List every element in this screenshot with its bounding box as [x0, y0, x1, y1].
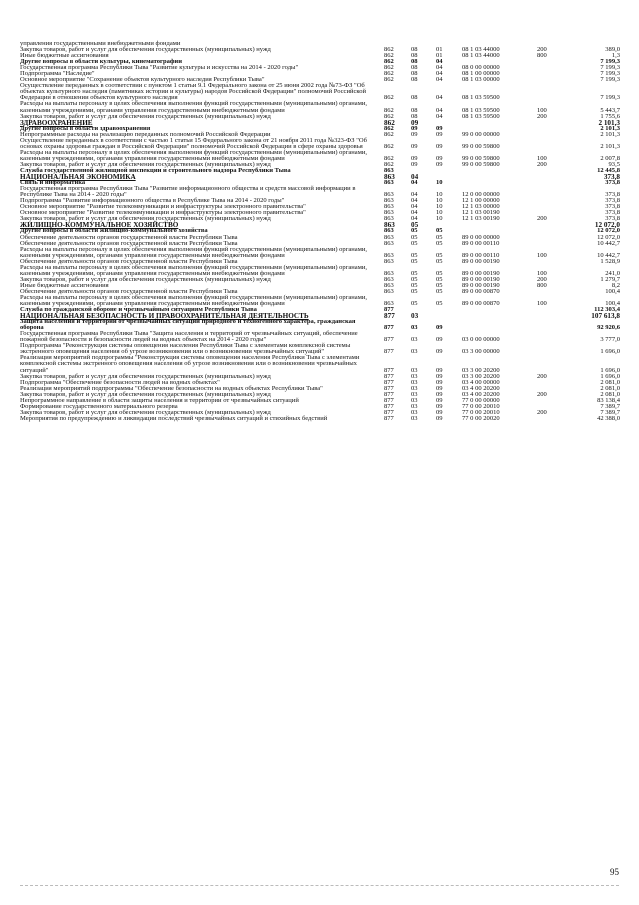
amount: 373,8: [605, 179, 620, 187]
section-code: 09: [411, 124, 418, 132]
subsection-code: 04: [436, 112, 443, 120]
amount: 2 081,0: [600, 390, 620, 398]
grbs-code: 862: [384, 76, 394, 84]
section-code: 03: [411, 396, 418, 404]
section-code: 03: [411, 384, 418, 392]
amount: 373,8: [603, 173, 620, 182]
row-name: Государственная программа Республики Тыва "Развитие культуры и искусства на 2014 - 2020 годы": [20, 64, 299, 72]
grbs-code: 863: [384, 239, 394, 247]
target-article: 89 0 00 00190: [462, 257, 500, 265]
subsection-code: 04: [436, 58, 443, 66]
subsection-code: 09: [436, 154, 443, 162]
expense-type: 200: [537, 215, 547, 223]
grbs-code: 862: [384, 130, 394, 138]
amount: 2 101,3: [600, 124, 620, 132]
grbs-code: 862: [384, 70, 394, 78]
section-code: 09: [411, 130, 418, 138]
subsection-code: 09: [436, 124, 443, 132]
section-code: 03: [411, 408, 418, 416]
grbs-code: 862: [384, 106, 394, 114]
grbs-code: 863: [384, 203, 394, 211]
target-article: 03 4 00 20200: [462, 384, 500, 392]
amount: 1,3: [611, 52, 620, 60]
amount: 1 696,0: [600, 366, 620, 374]
expense-type: 100: [537, 269, 547, 277]
target-article: 99 0 00 59800: [462, 160, 500, 168]
section-code: 03: [411, 336, 418, 344]
amount: 1 528,9: [600, 257, 620, 265]
row-name: Мероприятия по предупреждению и ликвидации последствий чрезвычайных ситуаций и стихийных бедствий: [20, 414, 328, 422]
row-name: Закупка товаров, работ и услуг для обеспечения государственных (муниципальных) нужд: [20, 46, 271, 54]
amount: 1 279,7: [600, 275, 620, 283]
amount: 100,4: [605, 287, 620, 295]
target-article: 89 0 00 00000: [462, 233, 500, 241]
amount: 373,8: [605, 197, 620, 205]
expense-type: 200: [537, 46, 547, 54]
target-article: 03 3 00 20200: [462, 372, 500, 380]
subsection-code: 05: [436, 269, 443, 277]
section-code: 09: [411, 154, 418, 162]
row-name: Обеспечение деятельности органов государственной власти Республики Тыва: [20, 239, 238, 247]
row-name: Подпрограмма "Реконструкция системы оповещения населения Республики Тыва с элементами комплексной системы экстренного оповещения населения об угрозе возникновения или о возникновении чрезвычайных ситуаций": [20, 342, 351, 356]
target-article: 99 0 00 00000: [462, 130, 500, 138]
target-article: 12 1 03 00190: [462, 215, 500, 223]
row-name: Подпрограмма "Обеспечение безопасности людей на водных объектах": [20, 378, 220, 386]
target-article: 08 1 03 59500: [462, 94, 500, 102]
table-row: [20, 247, 624, 259]
row-name: Связь и информатика: [20, 179, 86, 187]
section-code: 08: [411, 70, 418, 78]
target-article: 03 4 00 20200: [462, 390, 500, 398]
row-name: Непрограммное направление в области защиты населения и территории от чрезвычайных ситуаций: [20, 396, 299, 404]
target-article: 08 1 03 00000: [462, 76, 500, 84]
target-article: 03 4 00 00000: [462, 378, 500, 386]
row-name: Основное мероприятие "Сохранение объектов культурного наследия Республики Тыва": [20, 76, 265, 84]
row-name: Расходы на выплаты персоналу в целях обеспечения выполнения функций государственными (муниципальными) органами, казенными учреждениями, органами управления государственными внебюджетными фондами: [20, 263, 367, 277]
amount: 373,8: [605, 191, 620, 199]
grbs-code: 877: [384, 324, 394, 332]
section-code: 04: [411, 173, 419, 182]
target-article: 89 0 00 00870: [462, 300, 500, 308]
target-article: 12 1 03 00190: [462, 209, 500, 217]
amount: 2 101,3: [600, 142, 620, 150]
expense-type: 200: [537, 372, 547, 380]
section-code: 05: [411, 281, 418, 289]
target-article: 03 3 00 20200: [462, 366, 500, 374]
subsection-code: 05: [436, 233, 443, 241]
amount: 12 445,8: [597, 166, 620, 174]
grbs-code: 863: [384, 287, 394, 295]
target-article: 08 1 03 59500: [462, 106, 500, 114]
section-code: 09: [411, 142, 418, 150]
target-article: 99 0 00 59800: [462, 142, 500, 150]
target-article: 03 0 00 00000: [462, 336, 500, 344]
subsection-code: 05: [436, 251, 443, 259]
section-code: 05: [411, 287, 418, 295]
amount: 10 442,7: [597, 239, 620, 247]
row-name: Государственная программа Республики Тыва "Защита населения и территорий от чрезвычайных ситуаций, обеспечение пожарной безопасности и безопасности людей на водных объектах на 2014 - 2020 годы": [20, 330, 358, 344]
subsection-code: 05: [436, 287, 443, 295]
row-name: Непрограммные расходы на реализацию переданных полномочий Российской Федерации: [20, 130, 271, 138]
row-name: Расходы на выплаты персоналу в целях обеспечения выполнения функций государственными (муниципальными) органами, казенными учреждениями, органами управления государственными внебюджетными фондами: [20, 100, 367, 114]
subsection-code: 10: [436, 209, 443, 217]
amount: 83 138,4: [597, 396, 620, 404]
expense-type: 800: [537, 52, 547, 60]
subsection-code: 09: [436, 348, 443, 356]
amount: 1 696,0: [600, 372, 620, 380]
section-code: 08: [411, 58, 418, 66]
expense-type: 200: [537, 408, 547, 416]
section-code: 03: [411, 366, 418, 374]
subsection-code: 09: [436, 384, 443, 392]
row-name: Другие вопросы в области здравоохранения: [20, 124, 151, 132]
table-row: [20, 83, 624, 101]
subsection-code: 01: [436, 46, 443, 54]
grbs-code: 862: [384, 46, 394, 54]
amount: 100,4: [605, 300, 620, 308]
expense-type: 100: [537, 251, 547, 259]
row-name: Другие вопросы в области культуры, кинематографии: [20, 58, 182, 66]
grbs-code: 863: [384, 227, 394, 235]
amount: 2 081,0: [600, 378, 620, 386]
subsection-code: 01: [436, 52, 443, 60]
amount: 112 303,4: [594, 306, 620, 314]
row-name: Расходы на выплаты персоналу в целях обеспечения выполнения функций государственными (муниципальными) органами, казенными учреждениями, органами управления государственными внебюджетными фондами: [20, 245, 367, 259]
section-code: 05: [411, 251, 418, 259]
amount: 7 199,3: [600, 94, 620, 102]
row-name: Формирование государственного материального резерва: [20, 402, 178, 410]
section-code: 08: [411, 52, 418, 60]
section-code: 05: [411, 221, 419, 230]
row-name: Обеспечение деятельности органов государственной власти Республики Тыва: [20, 233, 238, 241]
subsection-code: 09: [436, 160, 443, 168]
section-code: 09: [411, 118, 419, 127]
table-row: [20, 416, 624, 422]
grbs-code: 862: [384, 94, 394, 102]
amount: 1 696,0: [600, 348, 620, 356]
target-article: 89 0 00 00190: [462, 281, 500, 289]
subsection-code: 10: [436, 203, 443, 211]
grbs-code: 877: [384, 306, 394, 314]
grbs-code: 862: [384, 52, 394, 60]
subsection-code: 05: [436, 227, 443, 235]
target-article: 08 1 03 44000: [462, 46, 500, 54]
grbs-code: 863: [384, 215, 394, 223]
amount: 7 389,7: [600, 402, 620, 410]
grbs-code: 862: [384, 64, 394, 72]
expense-type: 200: [537, 160, 547, 168]
section-code: 05: [411, 275, 418, 283]
grbs-code: 877: [384, 396, 394, 404]
target-article: 12 1 00 00000: [462, 197, 500, 205]
section-code: 03: [411, 324, 418, 332]
amount: 12 072,0: [594, 221, 620, 230]
subsection-code: 04: [436, 76, 443, 84]
amount: 10 442,7: [597, 251, 620, 259]
amount: 2 101,3: [600, 130, 620, 138]
row-name: Обеспечение деятельности органов государственной власти Республики Тыва: [20, 287, 238, 295]
section-code: 03: [411, 414, 418, 422]
budget-table: [20, 41, 624, 422]
grbs-code: 863: [384, 191, 394, 199]
subsection-code: 09: [436, 414, 443, 422]
section-code: 04: [411, 203, 418, 211]
row-name: Закупка товаров, работ и услуг для обеспечения государственных (муниципальных) нужд: [20, 275, 271, 283]
grbs-code: 863: [384, 281, 394, 289]
section-code: 03: [411, 312, 419, 321]
row-name: НАЦИОНАЛЬНАЯ БЕЗОПАСНОСТЬ И ПРАВООХРАНИТЕЛЬНАЯ ДЕЯТЕЛЬНОСТЬ: [20, 312, 309, 321]
grbs-code: 877: [384, 402, 394, 410]
amount: 7 199,3: [600, 76, 620, 84]
section-code: 09: [411, 160, 418, 168]
row-name: Другие вопросы в области жилищно-коммунального хозяйства: [20, 227, 208, 235]
amount: 241,0: [605, 269, 620, 277]
row-name: Закупка товаров, работ и услуг для обеспечения государственных (муниципальных) нужд: [20, 390, 271, 398]
section-code: 05: [411, 269, 418, 277]
amount: 373,8: [605, 209, 620, 217]
subsection-code: 05: [436, 275, 443, 283]
section-code: 03: [411, 372, 418, 380]
grbs-code: 862: [384, 58, 394, 66]
expense-type: 200: [537, 390, 547, 398]
section-code: 08: [411, 64, 418, 72]
grbs-code: 863: [384, 257, 394, 265]
target-article: 89 0 00 00110: [462, 239, 500, 247]
subsection-code: 10: [436, 191, 443, 199]
section-code: 03: [411, 390, 418, 398]
row-name: Осуществление переданных в соответствии с пунктом 1 статьи 9.1 Федерального закона от 25 июня 2002 года №73-ФЗ "Об объектах культурного наследия (памятниках истории и культуры) народов Российской Федерации" полномочий Российской Федерации в отношении объектов культурного наследия: [20, 82, 367, 102]
grbs-code: 862: [384, 160, 394, 168]
grbs-code: 862: [384, 154, 394, 162]
row-name: Осуществление переданных в соответствии с частью 1 статьи 15 Федерального закона от 21 ноября 2011 года №323-ФЗ "Об основах охраны здоровья граждан в Российской Федерации" полномочий Российской Федерации в сфере охраны здоровья: [20, 136, 367, 150]
amount: 5 443,7: [600, 106, 620, 114]
grbs-code: 863: [384, 221, 395, 230]
amount: 93,5: [608, 160, 620, 168]
grbs-code: 863: [384, 173, 395, 182]
section-code: 03: [411, 402, 418, 410]
target-article: 08 1 03 59500: [462, 112, 500, 120]
row-name: Закупка товаров, работ и услуг для обеспечения государственных (муниципальных) нужд: [20, 160, 271, 168]
grbs-code: 877: [384, 348, 394, 356]
expense-type: 100: [537, 300, 547, 308]
grbs-code: 863: [384, 251, 394, 259]
section-code: 08: [411, 76, 418, 84]
row-name: Реализация мероприятий подпрограммы "Реконструкция системы оповещения населения Республики Тыва с элементами комплексной системы экстренного оповещения населения об угрозе возникновения или о возникновении чрезвычайных ситуаций": [20, 354, 360, 374]
subsection-code: 05: [436, 281, 443, 289]
subsection-code: 09: [436, 378, 443, 386]
grbs-code: 877: [384, 336, 394, 344]
row-name: Иные бюджетные ассигнования: [20, 52, 109, 60]
row-name: Обеспечение деятельности органов государственной власти Республики Тыва: [20, 257, 238, 265]
subsection-code: 09: [436, 372, 443, 380]
section-code: 04: [411, 215, 418, 223]
section-code: 08: [411, 112, 418, 120]
grbs-code: 877: [384, 312, 395, 321]
grbs-code: 877: [384, 414, 394, 422]
section-code: 08: [411, 106, 418, 114]
grbs-code: 877: [384, 378, 394, 386]
expense-type: 100: [537, 154, 547, 162]
row-name: Подпрограмма "Развитие информационного общества в Республике Тыва на 2014 - 2020 годы": [20, 197, 285, 205]
grbs-code: 877: [384, 384, 394, 392]
amount: 92 920,6: [597, 324, 620, 332]
subsection-code: 09: [436, 142, 443, 150]
target-article: 12 0 00 00000: [462, 191, 500, 199]
row-name: Подпрограмма "Наследие": [20, 70, 95, 78]
grbs-code: 862: [384, 142, 394, 150]
amount: 8,2: [611, 281, 620, 289]
amount: 1 755,6: [600, 112, 620, 120]
section-code: 08: [411, 46, 418, 54]
grbs-code: 877: [384, 372, 394, 380]
row-name: Основное мероприятие "Развитие телекоммуникации и инфраструктуры электронного правительства": [20, 209, 306, 217]
row-name: Закупка товаров, работ и услуг для обеспечения государственных (муниципальных) нужд: [20, 112, 271, 120]
amount: 373,8: [605, 203, 620, 211]
amount: 2 081,0: [600, 384, 620, 392]
row-name: ЖИЛИЩНО-КОММУНАЛЬНОЕ ХОЗЯЙСТВО: [20, 221, 179, 230]
grbs-code: 863: [384, 300, 394, 308]
section-code: 05: [411, 257, 418, 265]
expense-type: 200: [537, 112, 547, 120]
subsection-code: 04: [436, 64, 443, 72]
amount: 7 199,3: [600, 64, 620, 72]
target-article: 77 0 00 20010: [462, 408, 500, 416]
amount: 3 777,0: [600, 336, 620, 344]
row-name: Закупка товаров, работ и услуг для обеспечения государственных (муниципальных) нужд: [20, 215, 271, 223]
row-name: НАЦИОНАЛЬНАЯ ЭКОНОМИКА: [20, 173, 136, 182]
section-code: 08: [411, 94, 418, 102]
grbs-code: 863: [384, 275, 394, 283]
subsection-code: 05: [436, 300, 443, 308]
row-name: Служба по гражданской обороне и чрезвычайным ситуациям Республики Тыва: [20, 306, 257, 314]
grbs-code: 862: [384, 124, 394, 132]
row-name: Закупка товаров, работ и услуг для обеспечения государственных (муниципальных) нужд: [20, 372, 271, 380]
target-article: 89 0 00 00190: [462, 275, 500, 283]
table-row: [20, 265, 624, 277]
section-code: 05: [411, 300, 418, 308]
amount: 373,8: [605, 215, 620, 223]
target-article: 89 0 00 00110: [462, 251, 500, 259]
section-code: 05: [411, 227, 418, 235]
row-name: Расходы на выплаты персоналу в целях обеспечения выполнения функций государственными (муниципальными) органами, казенными учреждениями, органами управления государственными внебюджетными фондами: [20, 148, 367, 162]
subsection-code: 09: [436, 130, 443, 138]
subsection-code: 09: [436, 336, 443, 344]
target-article: 03 3 00 00000: [462, 348, 500, 356]
subsection-code: 04: [436, 70, 443, 78]
target-article: 08 1 03 44000: [462, 52, 500, 60]
grbs-code: 863: [384, 209, 394, 217]
row-name: Реализация мероприятий подпрограммы "Обеспечение безопасности на водных объектах Республики Тыва": [20, 384, 323, 392]
page-number: 95: [610, 867, 619, 877]
grbs-code: 863: [384, 233, 394, 241]
row-name: Иные бюджетные ассигнования: [20, 281, 109, 289]
subsection-code: 10: [436, 197, 443, 205]
section-code: 03: [411, 378, 418, 386]
grbs-code: 877: [384, 390, 394, 398]
row-name: Основное мероприятие "Развитие телекоммуникации и инфраструктуры электронного правительства": [20, 203, 306, 211]
target-article: 77 0 00 00000: [462, 396, 500, 404]
subsection-code: 09: [436, 396, 443, 404]
subsection-code: 09: [436, 408, 443, 416]
subsection-code: 09: [436, 390, 443, 398]
target-article: 99 0 00 59800: [462, 154, 500, 162]
amount: 12 072,0: [597, 233, 620, 241]
grbs-code: 863: [384, 197, 394, 205]
subsection-code: 04: [436, 106, 443, 114]
amount: 389,0: [605, 46, 620, 54]
row-name: Закупка товаров, работ и услуг для обеспечения государственных (муниципальных) нужд: [20, 408, 271, 416]
grbs-code: 863: [384, 269, 394, 277]
subsection-code: 04: [436, 94, 443, 102]
expense-type: 200: [537, 275, 547, 283]
target-article: 77 0 00 20020: [462, 414, 500, 422]
row-name: Расходы на выплаты персоналу в целях обеспечения выполнения функций государственными (муниципальными) органами, казенными учреждениями, органами управления государственными внебюджетными фондами: [20, 293, 367, 308]
section-code: 05: [411, 233, 418, 241]
amount: 107 613,8: [591, 312, 620, 321]
amount: 7 389,7: [600, 408, 620, 416]
grbs-code: 862: [384, 118, 395, 127]
row-name: ЗДРАВООХРАНЕНИЕ: [20, 118, 93, 127]
row-name: Государственная программа Республики Тыва "Развитие информационного общества и средств массовой информации в Республике Тыва на 2014 - 2020 годы": [20, 185, 356, 199]
grbs-code: 877: [384, 366, 394, 374]
grbs-code: 863: [384, 179, 394, 187]
subsection-code: 10: [436, 179, 443, 187]
amount: 2 101,3: [598, 118, 620, 127]
target-article: 89 0 00 00870: [462, 287, 500, 295]
target-article: 89 0 00 00190: [462, 269, 500, 277]
amount: 12 072,0: [597, 227, 620, 235]
row-name: управления государственными внебюджетными фондами: [20, 40, 181, 47]
row-name: Служба государственной жилищной инспекции и строительного надзора Республики Тыва: [20, 166, 291, 174]
section-code: 04: [411, 179, 418, 187]
table-row: [20, 355, 624, 373]
expense-type: 800: [537, 281, 547, 289]
subsection-code: 10: [436, 215, 443, 223]
amount: 42 388,0: [597, 414, 620, 422]
row-name: Защита населения и территории от чрезвычайных ситуаций природного и техногенного характера, гражданская оборона: [20, 318, 356, 332]
section-code: 04: [411, 197, 418, 205]
expense-type: 100: [537, 106, 547, 114]
section-code: 05: [411, 239, 418, 247]
subsection-code: 09: [436, 324, 443, 332]
grbs-code: 863: [384, 166, 394, 174]
subsection-code: 05: [436, 257, 443, 265]
amount: 7 199,3: [600, 58, 620, 66]
section-code: 04: [411, 209, 418, 217]
subsection-code: 09: [436, 366, 443, 374]
section-code: 04: [411, 191, 418, 199]
target-article: 08 1 00 00000: [462, 70, 500, 78]
subsection-code: 09: [436, 402, 443, 410]
target-article: 77 0 00 20010: [462, 402, 500, 410]
amount: 2 007,8: [600, 154, 620, 162]
target-article: 12 1 03 00000: [462, 203, 500, 211]
section-code: 03: [411, 348, 418, 356]
amount: 7 199,3: [600, 70, 620, 78]
grbs-code: 877: [384, 408, 394, 416]
target-article: 08 0 00 00000: [462, 64, 500, 72]
subsection-code: 05: [436, 239, 443, 247]
table-row: [20, 101, 624, 113]
footer-rule: [20, 885, 619, 886]
grbs-code: 862: [384, 112, 394, 120]
